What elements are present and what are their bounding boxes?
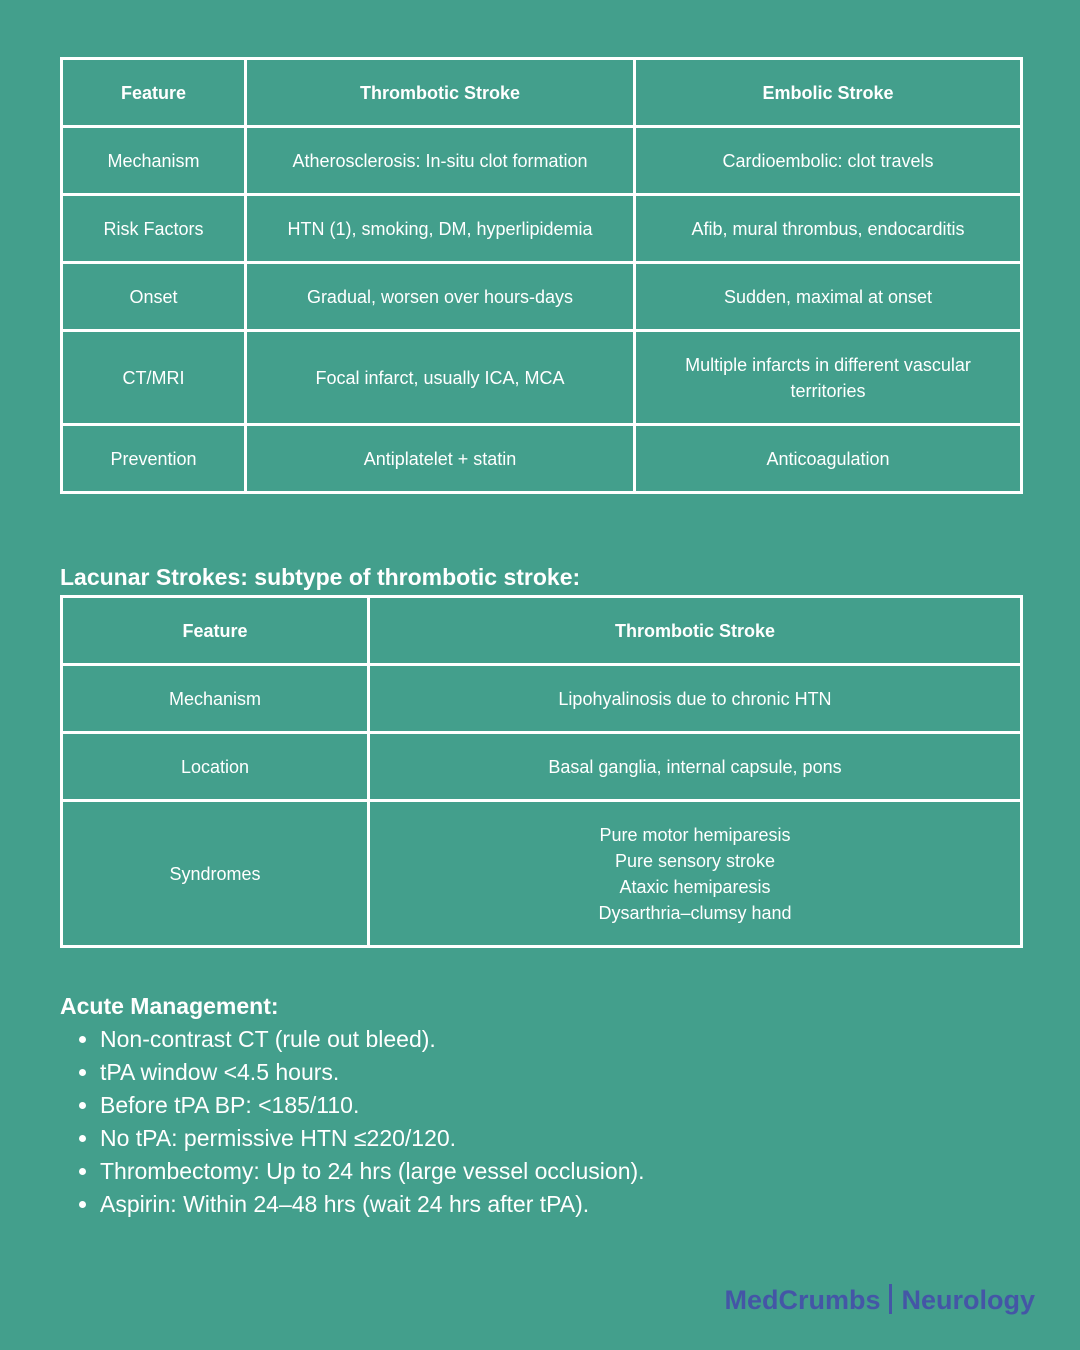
table-row: [62, 127, 1022, 195]
syndrome-item: Ataxic hemiparesis: [619, 876, 771, 897]
table-header-row: [62, 597, 1022, 665]
table-row: [62, 195, 1022, 263]
row-label: Onset: [62, 263, 246, 331]
brand-name: MedCrumbs: [724, 1285, 881, 1315]
embolic-cell: Sudden, maximal at onset: [635, 263, 1022, 331]
syndrome-item: Pure motor hemiparesis: [599, 824, 791, 845]
acute-management-list: [60, 1023, 645, 1221]
thrombotic-vs-embolic-table: [60, 57, 1023, 494]
list-item: • tPA window <4.5 hours.: [100, 1056, 645, 1089]
value-cell: Basal ganglia, internal capsule, pons: [369, 733, 1022, 801]
thrombotic-cell: Focal infarct, usually ICA, MCA: [246, 331, 635, 425]
list-item: • No tPA: permissive HTN ≤220/120.: [100, 1122, 645, 1155]
brand-divider: [889, 1284, 892, 1314]
brand-footer: [724, 1282, 1035, 1318]
header-thrombotic: Thrombotic Stroke: [246, 59, 635, 127]
table-header-row: [62, 59, 1022, 127]
header-feature: Feature: [62, 597, 369, 665]
thrombotic-cell: Antiplatelet + statin: [246, 425, 635, 493]
lacunar-table: [60, 595, 1023, 948]
syndromes-cell: [369, 801, 1022, 947]
table-row: [62, 425, 1022, 493]
table-row: [62, 733, 1022, 801]
list-item: • Non-contrast CT (rule out bleed).: [100, 1023, 645, 1056]
row-label: Mechanism: [62, 127, 246, 195]
table-row: [62, 801, 1022, 947]
acute-management-heading: Acute Management:: [60, 993, 279, 1019]
embolic-cell: Afib, mural thrombus, endocarditis: [635, 195, 1022, 263]
header-feature: Feature: [62, 59, 246, 127]
thrombotic-cell: Gradual, worsen over hours-days: [246, 263, 635, 331]
lacunar-heading: Lacunar Strokes: subtype of thrombotic stroke:: [60, 564, 581, 590]
row-label: CT/MRI: [62, 331, 246, 425]
table-row: [62, 263, 1022, 331]
header-embolic: Embolic Stroke: [635, 59, 1022, 127]
embolic-cell: Anticoagulation: [635, 425, 1022, 493]
header-thrombotic: Thrombotic Stroke: [369, 597, 1022, 665]
row-label: Syndromes: [62, 801, 369, 947]
list-item: • Before tPA BP: <185/110.: [100, 1089, 645, 1122]
row-label: Mechanism: [62, 665, 369, 733]
list-item: • Thrombectomy: Up to 24 hrs (large vessel occlusion).: [100, 1155, 645, 1188]
brand-section: Neurology: [901, 1285, 1035, 1315]
value-cell: Lipohyalinosis due to chronic HTN: [369, 665, 1022, 733]
list-item: • Aspirin: Within 24–48 hrs (wait 24 hrs after tPA).: [100, 1188, 645, 1221]
row-label: Location: [62, 733, 369, 801]
row-label: Risk Factors: [62, 195, 246, 263]
syndrome-item: Pure sensory stroke: [614, 850, 776, 871]
thrombotic-cell: Atherosclerosis: In-situ clot formation: [246, 127, 635, 195]
embolic-cell: Cardioembolic: clot travels: [635, 127, 1022, 195]
embolic-cell: Multiple infarcts in different vascular territories: [635, 331, 1022, 425]
table-row: [62, 665, 1022, 733]
syndrome-item: Dysarthria–clumsy hand: [598, 902, 792, 923]
table-row: [62, 331, 1022, 425]
thrombotic-cell: HTN (1), smoking, DM, hyperlipidemia: [246, 195, 635, 263]
row-label: Prevention: [62, 425, 246, 493]
